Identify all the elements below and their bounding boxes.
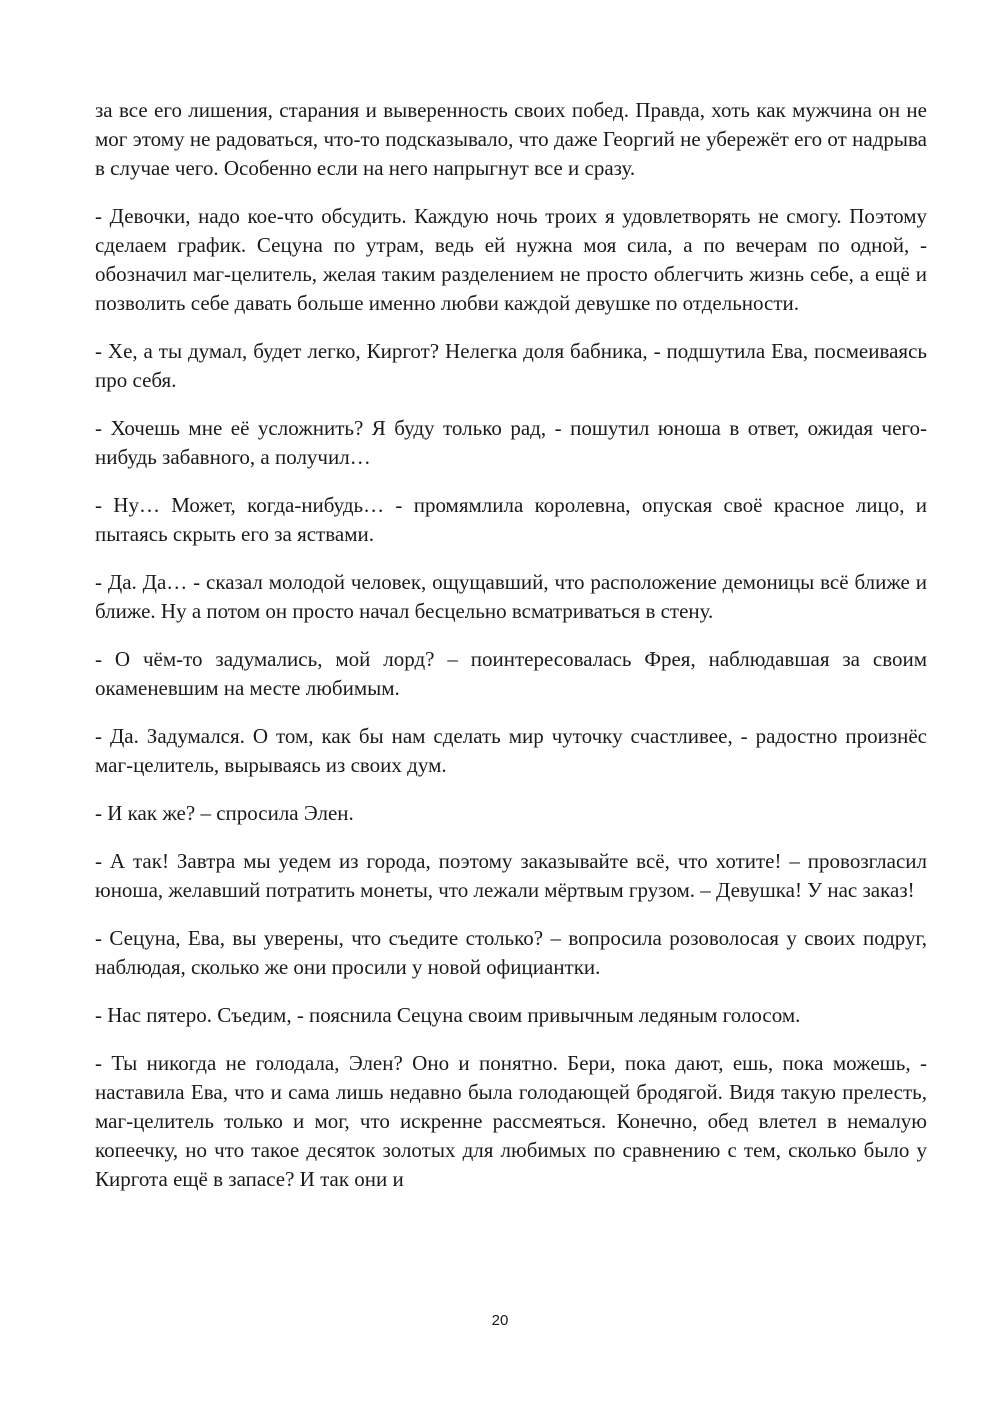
paragraph: - Да. Да… - сказал молодой человек, ощущавший, что расположение демоницы всё ближе и ближе. Ну а потом он просто начал бесцельно всматриваться в стену. (95, 570, 927, 623)
paragraph: - Нас пятеро. Съедим, - пояснила Сецуна своим привычным ледяным голосом. (95, 1003, 801, 1027)
paragraph: - Да. Задумался. О том, как бы нам сделать мир чуточку счастливее, - радостно произнёс маг-целитель, вырываясь из своих дум. (95, 724, 927, 777)
paragraph: - Хе, а ты думал, будет легко, Киргот? Нелегка доля бабника, - подшутила Ева, посмеиваясь про себя. (95, 339, 927, 392)
paragraph: - Ну… Может, когда-нибудь… - промямлила королевна, опуская своё красное лицо, и пытаясь скрыть его за яствами. (95, 493, 927, 546)
page-number: 20 (491, 1312, 509, 1329)
paragraph: - И как же? – спросила Элен. (95, 801, 354, 825)
paragraph: - Сецуна, Ева, вы уверены, что съедите столько? – вопросила розоволосая у своих подруг, наблюдая, сколько же они просили у новой официантки. (95, 926, 927, 979)
paragraph: за все его лишения, старания и выверенность своих побед. Правда, хоть как мужчина он не мог этому не радоваться, что-то подсказывало, что даже Георгий не убережёт его от надрыва в случае чего. Особенно если на него напрыгнут все и сразу. (95, 98, 927, 180)
paragraph: - Девочки, надо кое-что обсудить. Каждую ночь троих я удовлетворять не смогу. Поэтому сделаем график. Сецуна по утрам, ведь ей нужна моя сила, а по вечерам по одной, - обозначил маг-целитель, желая таким разделением не просто облегчить жизнь себе, а ещё и позволить себе давать больше именно любви каждой девушке по отдельности. (95, 204, 927, 315)
paragraph: - О чём-то задумались, мой лорд? – поинтересовалась Фрея, наблюдавшая за своим окаменевшим на месте любимым. (95, 647, 927, 700)
paragraph: - Ты никогда не голодала, Элен? Оно и понятно. Бери, пока дают, ешь, пока можешь, - наставила Ева, что и сама лишь недавно была голодающей бродягой. Видя такую прелесть, маг-целитель только и мог, что искренне рассмеяться. Конечно, обед влетел в немалую копеечку, но что такое десяток золотых для любимых по сравнению с тем, сколько было у Киргота ещё в запасе? И так они и (95, 1051, 927, 1191)
paragraph: - А так! Завтра мы уедем из города, поэтому заказывайте всё, что хотите! – провозгласил юноша, желавший потратить монеты, что лежали мёртвым грузом. – Девушка! У нас заказ! (95, 849, 927, 902)
paragraph: - Хочешь мне её усложнить? Я буду только рад, - пошутил юноша в ответ, ожидая чего-нибудь забавного, а получил… (95, 416, 927, 469)
body-text (95, 96, 927, 1213)
